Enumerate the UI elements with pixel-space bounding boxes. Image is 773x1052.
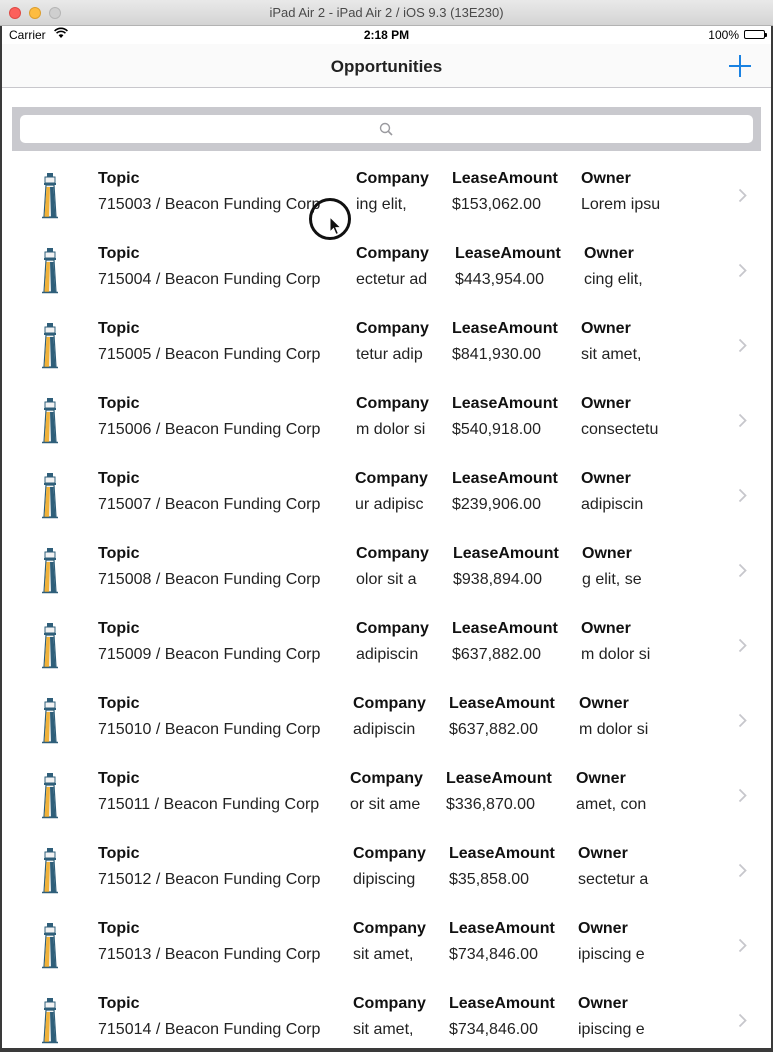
lighthouse-icon <box>38 698 62 744</box>
lease-amount-value: $443,954.00 <box>455 271 544 288</box>
company-cell <box>353 919 426 965</box>
lease-amount-header: LeaseAmount <box>453 545 559 562</box>
lease-amount-value: $239,906.00 <box>452 496 541 513</box>
topic-value: 715005 / Beacon Funding Corp <box>98 346 321 363</box>
chevron-right-icon <box>738 263 747 278</box>
opportunity-row[interactable] <box>2 533 771 608</box>
company-cell <box>356 244 429 290</box>
topic-header: Topic <box>98 545 140 562</box>
owner-cell <box>578 919 645 965</box>
owner-value: m dolor si <box>579 721 649 738</box>
owner-header: Owner <box>578 845 628 862</box>
owner-value: consectetu <box>581 421 659 438</box>
opportunity-row[interactable] <box>2 608 771 683</box>
lighthouse-icon <box>38 848 62 894</box>
topic-cell <box>98 319 320 365</box>
company-cell <box>356 394 429 440</box>
company-header: Company <box>356 620 429 637</box>
owner-cell <box>576 769 646 815</box>
company-header: Company <box>353 695 426 712</box>
company-cell <box>356 169 429 215</box>
lease-cell <box>449 844 555 890</box>
chevron-right-icon <box>738 863 747 878</box>
search-input[interactable] <box>20 115 757 145</box>
topic-value: 715003 / Beacon Funding Corp <box>98 196 321 213</box>
lease-amount-value: $938,894.00 <box>453 571 542 588</box>
lease-cell <box>452 394 558 440</box>
topic-cell <box>98 244 320 290</box>
owner-cell <box>578 844 648 890</box>
company-cell <box>353 694 426 740</box>
opportunity-row[interactable] <box>2 383 771 458</box>
lease-amount-value: $153,062.00 <box>452 196 541 213</box>
owner-header: Owner <box>581 470 631 487</box>
lease-cell <box>452 619 558 665</box>
lease-amount-header: LeaseAmount <box>449 995 555 1012</box>
opportunities-list <box>2 158 771 1052</box>
company-value: dipiscing <box>353 871 416 888</box>
topic-header: Topic <box>98 770 140 787</box>
chevron-right-icon <box>738 1013 747 1028</box>
owner-header: Owner <box>576 770 626 787</box>
owner-header: Owner <box>581 620 631 637</box>
topic-cell <box>98 994 320 1040</box>
owner-value: ipiscing e <box>578 1021 645 1038</box>
company-value: tetur adip <box>356 346 423 363</box>
company-cell <box>350 769 423 815</box>
owner-value: sectetur a <box>578 871 649 888</box>
owner-value: adipiscin <box>581 496 644 513</box>
chevron-right-icon <box>738 713 747 728</box>
owner-cell <box>584 244 643 290</box>
opportunity-row[interactable] <box>2 908 771 983</box>
topic-header: Topic <box>98 320 140 337</box>
owner-value: ipiscing e <box>578 946 645 963</box>
lighthouse-icon <box>38 248 62 294</box>
topic-header: Topic <box>98 170 140 187</box>
lease-amount-header: LeaseAmount <box>449 845 555 862</box>
owner-cell <box>582 544 642 590</box>
company-value: sit amet, <box>353 1021 414 1038</box>
lease-amount-header: LeaseAmount <box>449 695 555 712</box>
lease-amount-header: LeaseAmount <box>452 395 558 412</box>
lease-amount-value: $734,846.00 <box>449 946 538 963</box>
topic-value: 715004 / Beacon Funding Corp <box>98 271 321 288</box>
owner-header: Owner <box>581 395 631 412</box>
owner-cell <box>581 619 650 665</box>
lease-amount-value: $637,882.00 <box>452 646 541 663</box>
search-field-container[interactable] <box>20 115 753 143</box>
lease-cell <box>449 694 555 740</box>
topic-value: 715014 / Beacon Funding Corp <box>98 1021 321 1038</box>
company-header: Company <box>356 320 429 337</box>
owner-cell <box>581 469 643 515</box>
topic-value: 715013 / Beacon Funding Corp <box>98 946 321 963</box>
owner-header: Owner <box>579 695 629 712</box>
battery-icon <box>744 30 765 39</box>
chevron-right-icon <box>738 788 747 803</box>
plus-icon <box>729 55 751 77</box>
opportunity-row[interactable] <box>2 833 771 908</box>
owner-value: amet, con <box>576 796 647 813</box>
company-value: ur adipisc <box>355 496 424 513</box>
topic-header: Topic <box>98 995 140 1012</box>
lighthouse-icon <box>38 548 62 594</box>
company-header: Company <box>353 995 426 1012</box>
owner-value: cing elit, <box>584 271 643 288</box>
owner-cell <box>579 694 648 740</box>
lighthouse-icon <box>38 773 62 819</box>
lease-amount-header: LeaseAmount <box>452 170 558 187</box>
company-cell <box>353 844 426 890</box>
lease-amount-header: LeaseAmount <box>452 470 558 487</box>
topic-cell <box>98 769 319 815</box>
lease-amount-value: $35,858.00 <box>449 871 530 888</box>
topic-header: Topic <box>98 845 140 862</box>
topic-value: 715006 / Beacon Funding Corp <box>98 421 321 438</box>
owner-value: sit amet, <box>581 346 642 363</box>
owner-header: Owner <box>584 245 634 262</box>
frame-left-edge <box>0 26 2 1052</box>
chevron-right-icon <box>738 488 747 503</box>
carrier-label: Carrier <box>9 28 46 42</box>
lease-cell <box>449 919 555 965</box>
company-value: ectetur ad <box>356 271 428 288</box>
lease-cell <box>452 469 558 515</box>
company-cell <box>356 544 429 590</box>
topic-header: Topic <box>98 620 140 637</box>
owner-cell <box>581 169 660 215</box>
opportunity-row[interactable] <box>2 983 771 1052</box>
owner-header: Owner <box>582 545 632 562</box>
lease-amount-header: LeaseAmount <box>455 245 561 262</box>
company-header: Company <box>353 920 426 937</box>
status-bar <box>2 26 771 44</box>
opportunity-row[interactable] <box>2 158 771 233</box>
lighthouse-icon <box>38 398 62 444</box>
chevron-right-icon <box>738 338 747 353</box>
status-time: 2:18 PM <box>363 28 410 42</box>
lease-amount-header: LeaseAmount <box>452 620 558 637</box>
company-header: Company <box>356 395 429 412</box>
company-header: Company <box>355 470 428 487</box>
company-value: ing elit, <box>356 196 407 213</box>
battery-percent: 100% <box>708 28 739 42</box>
company-value: olor sit a <box>356 571 417 588</box>
opportunity-row[interactable] <box>2 458 771 533</box>
page-title: Opportunities <box>330 57 443 76</box>
owner-value: m dolor si <box>581 646 651 663</box>
lighthouse-icon <box>38 998 62 1044</box>
chevron-right-icon <box>738 188 747 203</box>
lease-cell <box>449 994 555 1040</box>
topic-header: Topic <box>98 920 140 937</box>
lease-cell <box>452 169 558 215</box>
owner-value: g elit, se <box>582 571 642 588</box>
company-cell <box>353 994 426 1040</box>
topic-value: 715007 / Beacon Funding Corp <box>98 496 321 513</box>
company-header: Company <box>356 245 429 262</box>
opportunity-row[interactable] <box>2 308 771 383</box>
lease-amount-value: $841,930.00 <box>452 346 541 363</box>
opportunity-row[interactable] <box>2 683 771 758</box>
owner-header: Owner <box>581 170 631 187</box>
lighthouse-icon <box>38 323 62 369</box>
topic-header: Topic <box>98 245 140 262</box>
lease-cell <box>453 544 559 590</box>
opportunity-row[interactable] <box>2 233 771 308</box>
topic-value: 715010 / Beacon Funding Corp <box>98 721 321 738</box>
chevron-right-icon <box>738 563 747 578</box>
company-header: Company <box>350 770 423 787</box>
company-cell <box>356 319 429 365</box>
chevron-right-icon <box>738 413 747 428</box>
navigation-bar <box>2 44 771 88</box>
window-titlebar <box>0 0 773 26</box>
lease-amount-value: $637,882.00 <box>449 721 538 738</box>
company-header: Company <box>353 845 426 862</box>
company-value: sit amet, <box>353 946 414 963</box>
topic-value: 715009 / Beacon Funding Corp <box>98 646 321 663</box>
owner-cell <box>581 319 641 365</box>
lease-amount-value: $336,870.00 <box>446 796 535 813</box>
company-value: m dolor si <box>356 421 426 438</box>
topic-cell <box>98 544 320 590</box>
window-title: iPad Air 2 - iPad Air 2 / iOS 9.3 (13E230) <box>269 5 504 20</box>
owner-header: Owner <box>578 995 628 1012</box>
topic-header: Topic <box>98 470 140 487</box>
topic-value: 715011 / Beacon Funding Corp <box>98 796 320 813</box>
lighthouse-icon <box>38 623 62 669</box>
topic-header: Topic <box>98 395 140 412</box>
lighthouse-icon <box>38 473 62 519</box>
owner-value: Lorem ipsu <box>581 196 661 213</box>
owner-header: Owner <box>578 920 628 937</box>
company-value: adipiscin <box>356 646 419 663</box>
company-value: or sit ame <box>350 796 421 813</box>
company-cell <box>355 469 428 515</box>
lease-cell <box>455 244 561 290</box>
topic-cell <box>98 394 320 440</box>
company-header: Company <box>356 545 429 562</box>
search-bar <box>12 107 761 151</box>
owner-cell <box>581 394 658 440</box>
company-header: Company <box>356 170 429 187</box>
topic-cell <box>98 469 320 515</box>
topic-cell <box>98 919 320 965</box>
lease-amount-header: LeaseAmount <box>452 320 558 337</box>
lease-cell <box>452 319 558 365</box>
lease-cell <box>446 769 552 815</box>
opportunity-row[interactable] <box>2 758 771 833</box>
owner-cell <box>578 994 645 1040</box>
chevron-right-icon <box>738 938 747 953</box>
topic-cell <box>98 169 320 215</box>
lease-amount-header: LeaseAmount <box>449 920 555 937</box>
frame-bottom-edge <box>0 1048 773 1052</box>
topic-cell <box>98 619 320 665</box>
topic-value: 715012 / Beacon Funding Corp <box>98 871 321 888</box>
lease-amount-value: $540,918.00 <box>452 421 541 438</box>
company-value: adipiscin <box>353 721 416 738</box>
lease-amount-value: $734,846.00 <box>449 1021 538 1038</box>
topic-cell <box>98 844 320 890</box>
topic-header: Topic <box>98 695 140 712</box>
add-opportunity-button[interactable] <box>727 53 753 79</box>
topic-cell <box>98 694 320 740</box>
chevron-right-icon <box>738 638 747 653</box>
owner-header: Owner <box>581 320 631 337</box>
topic-value: 715008 / Beacon Funding Corp <box>98 571 321 588</box>
lighthouse-icon <box>38 923 62 969</box>
lighthouse-icon <box>38 173 62 219</box>
company-cell <box>356 619 429 665</box>
lease-amount-header: LeaseAmount <box>446 770 552 787</box>
